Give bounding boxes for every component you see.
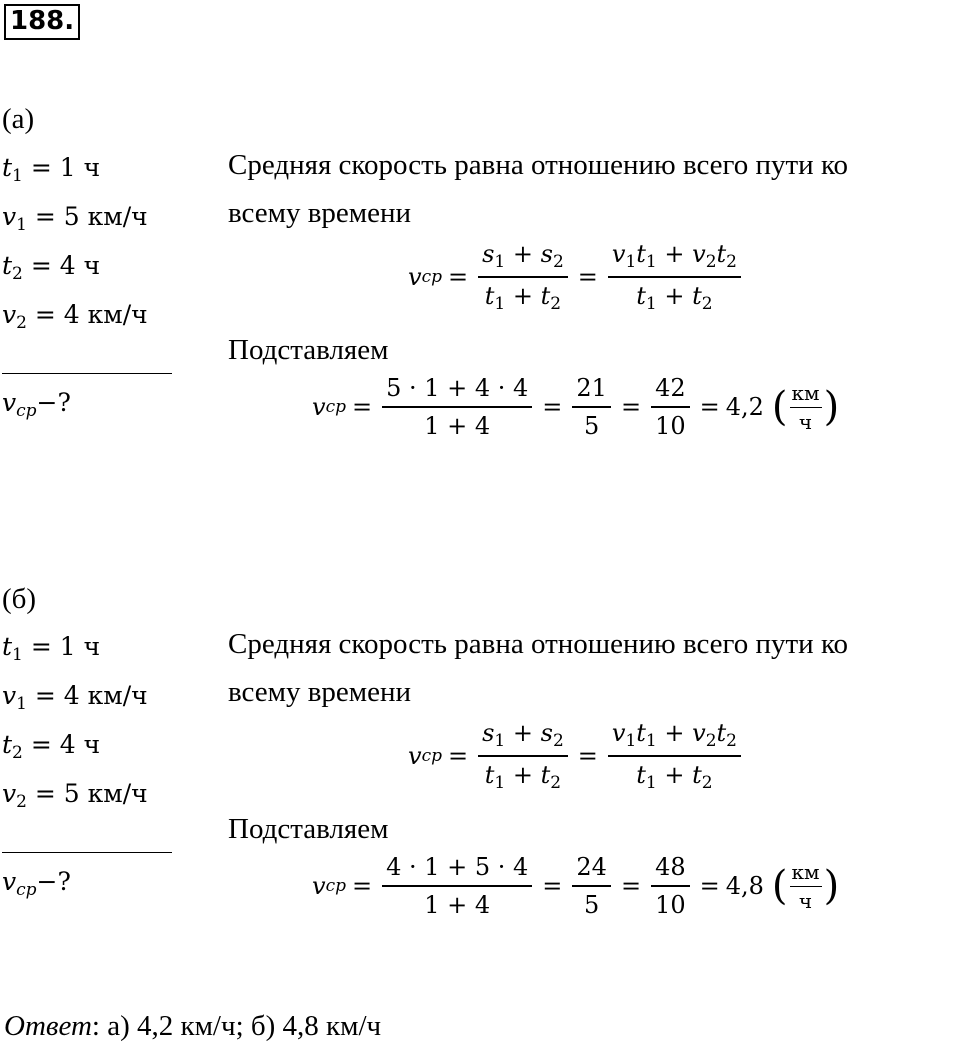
given-list — [2, 143, 148, 339]
given-divider — [2, 852, 172, 853]
given-v1: $v_1 = 5$ км/ч — [2, 202, 148, 235]
find-unknown: $v_{cp}-$? — [2, 867, 71, 900]
find-unknown: $v_{cp}-$? — [2, 388, 71, 421]
fraction-speed-time: $\frac{v_1t_1 + v_2t_2}{t_1 + t_2}$ — [608, 240, 741, 314]
calc-fraction-3: $\frac{48}{10}$ — [651, 853, 690, 919]
substitute-label: Подставляем — [228, 813, 389, 845]
average-speed-formula: v cp = $\frac{s_1 + s_2}{t_1 + t_2}$ = $\frac{v_1t_1 + v_2t_2}{t_1 + t_2}$ — [408, 719, 745, 793]
calc-fraction: $\frac{4 \cdot 1 + 5 \cdot 4}{1 + 4}$ — [382, 853, 532, 919]
calc-fraction-2: $\frac{21}{5}$ — [572, 374, 611, 440]
calc-fraction: $\frac{5 \cdot 1 + 4 \cdot 4}{1 + 4}$ — [382, 374, 532, 440]
unit-fraction: $\frac{км}{ч}$ — [791, 380, 820, 434]
final-answer — [4, 1010, 381, 1043]
explanation-line1: Средняя скорость равна отношению всего пути ко — [228, 149, 849, 181]
explanation-line2: всему времени — [228, 197, 412, 229]
given-v2: $v_2 = 5$ км/ч — [2, 779, 148, 812]
average-speed-formula: v cp = $\frac{s_1 + s_2}{t_1 + t_2}$ = $\frac{v_1t_1 + v_2t_2}{t_1 + t_2}$ — [408, 240, 745, 314]
given-t1: $t_1 = 1$ ч — [2, 632, 101, 665]
given-divider — [2, 373, 172, 374]
part-label: (б) — [2, 583, 37, 615]
answer-text: : а) 4,2 км/ч; б) 4,8 км/ч — [91, 1010, 382, 1042]
given-v1: $v_1 = 4$ км/ч — [2, 681, 148, 714]
explanation-line2: всему времени — [228, 676, 412, 708]
calc-fraction-2: $\frac{24}{5}$ — [572, 853, 611, 919]
given-v2: $v_2 = 4$ км/ч — [2, 300, 148, 333]
problem-number: 188. — [4, 4, 80, 40]
unit-fraction: $\frac{км}{ч}$ — [791, 859, 820, 913]
calculation-formula: v cp = $\frac{4 \cdot 1 + 5 \cdot 4}{1 + 4}$ = $\frac{24}{5}$ = $\frac{48}{10}$ = 4,8 ( $\frac{км}{ч}$ ) — [312, 853, 840, 919]
given-t2: $t_2 = 4$ ч — [2, 251, 101, 284]
answer-label: Ответ — [4, 1010, 92, 1042]
given-t2: $t_2 = 4$ ч — [2, 730, 101, 763]
calc-fraction-3: $\frac{42}{10}$ — [651, 374, 690, 440]
explanation-line1: Средняя скорость равна отношению всего пути ко — [228, 628, 849, 660]
fraction-distance-over-time: $\frac{s_1 + s_2}{t_1 + t_2}$ — [478, 719, 568, 793]
given-list — [2, 622, 148, 818]
fraction-speed-time: $\frac{v_1t_1 + v_2t_2}{t_1 + t_2}$ — [608, 719, 741, 793]
calculation-formula: v cp = $\frac{5 \cdot 1 + 4 \cdot 4}{1 + 4}$ = $\frac{21}{5}$ = $\frac{42}{10}$ = 4,2 ( $\frac{км}{ч}$ ) — [312, 374, 840, 440]
substitute-label: Подставляем — [228, 334, 389, 366]
result-value: 4,2 — [725, 393, 764, 421]
part-label: (а) — [2, 103, 35, 135]
result-value: 4,8 — [725, 872, 764, 900]
given-t1: $t_1 = 1$ ч — [2, 153, 101, 186]
fraction-distance-over-time: $\frac{s_1 + s_2}{t_1 + t_2}$ — [478, 240, 568, 314]
